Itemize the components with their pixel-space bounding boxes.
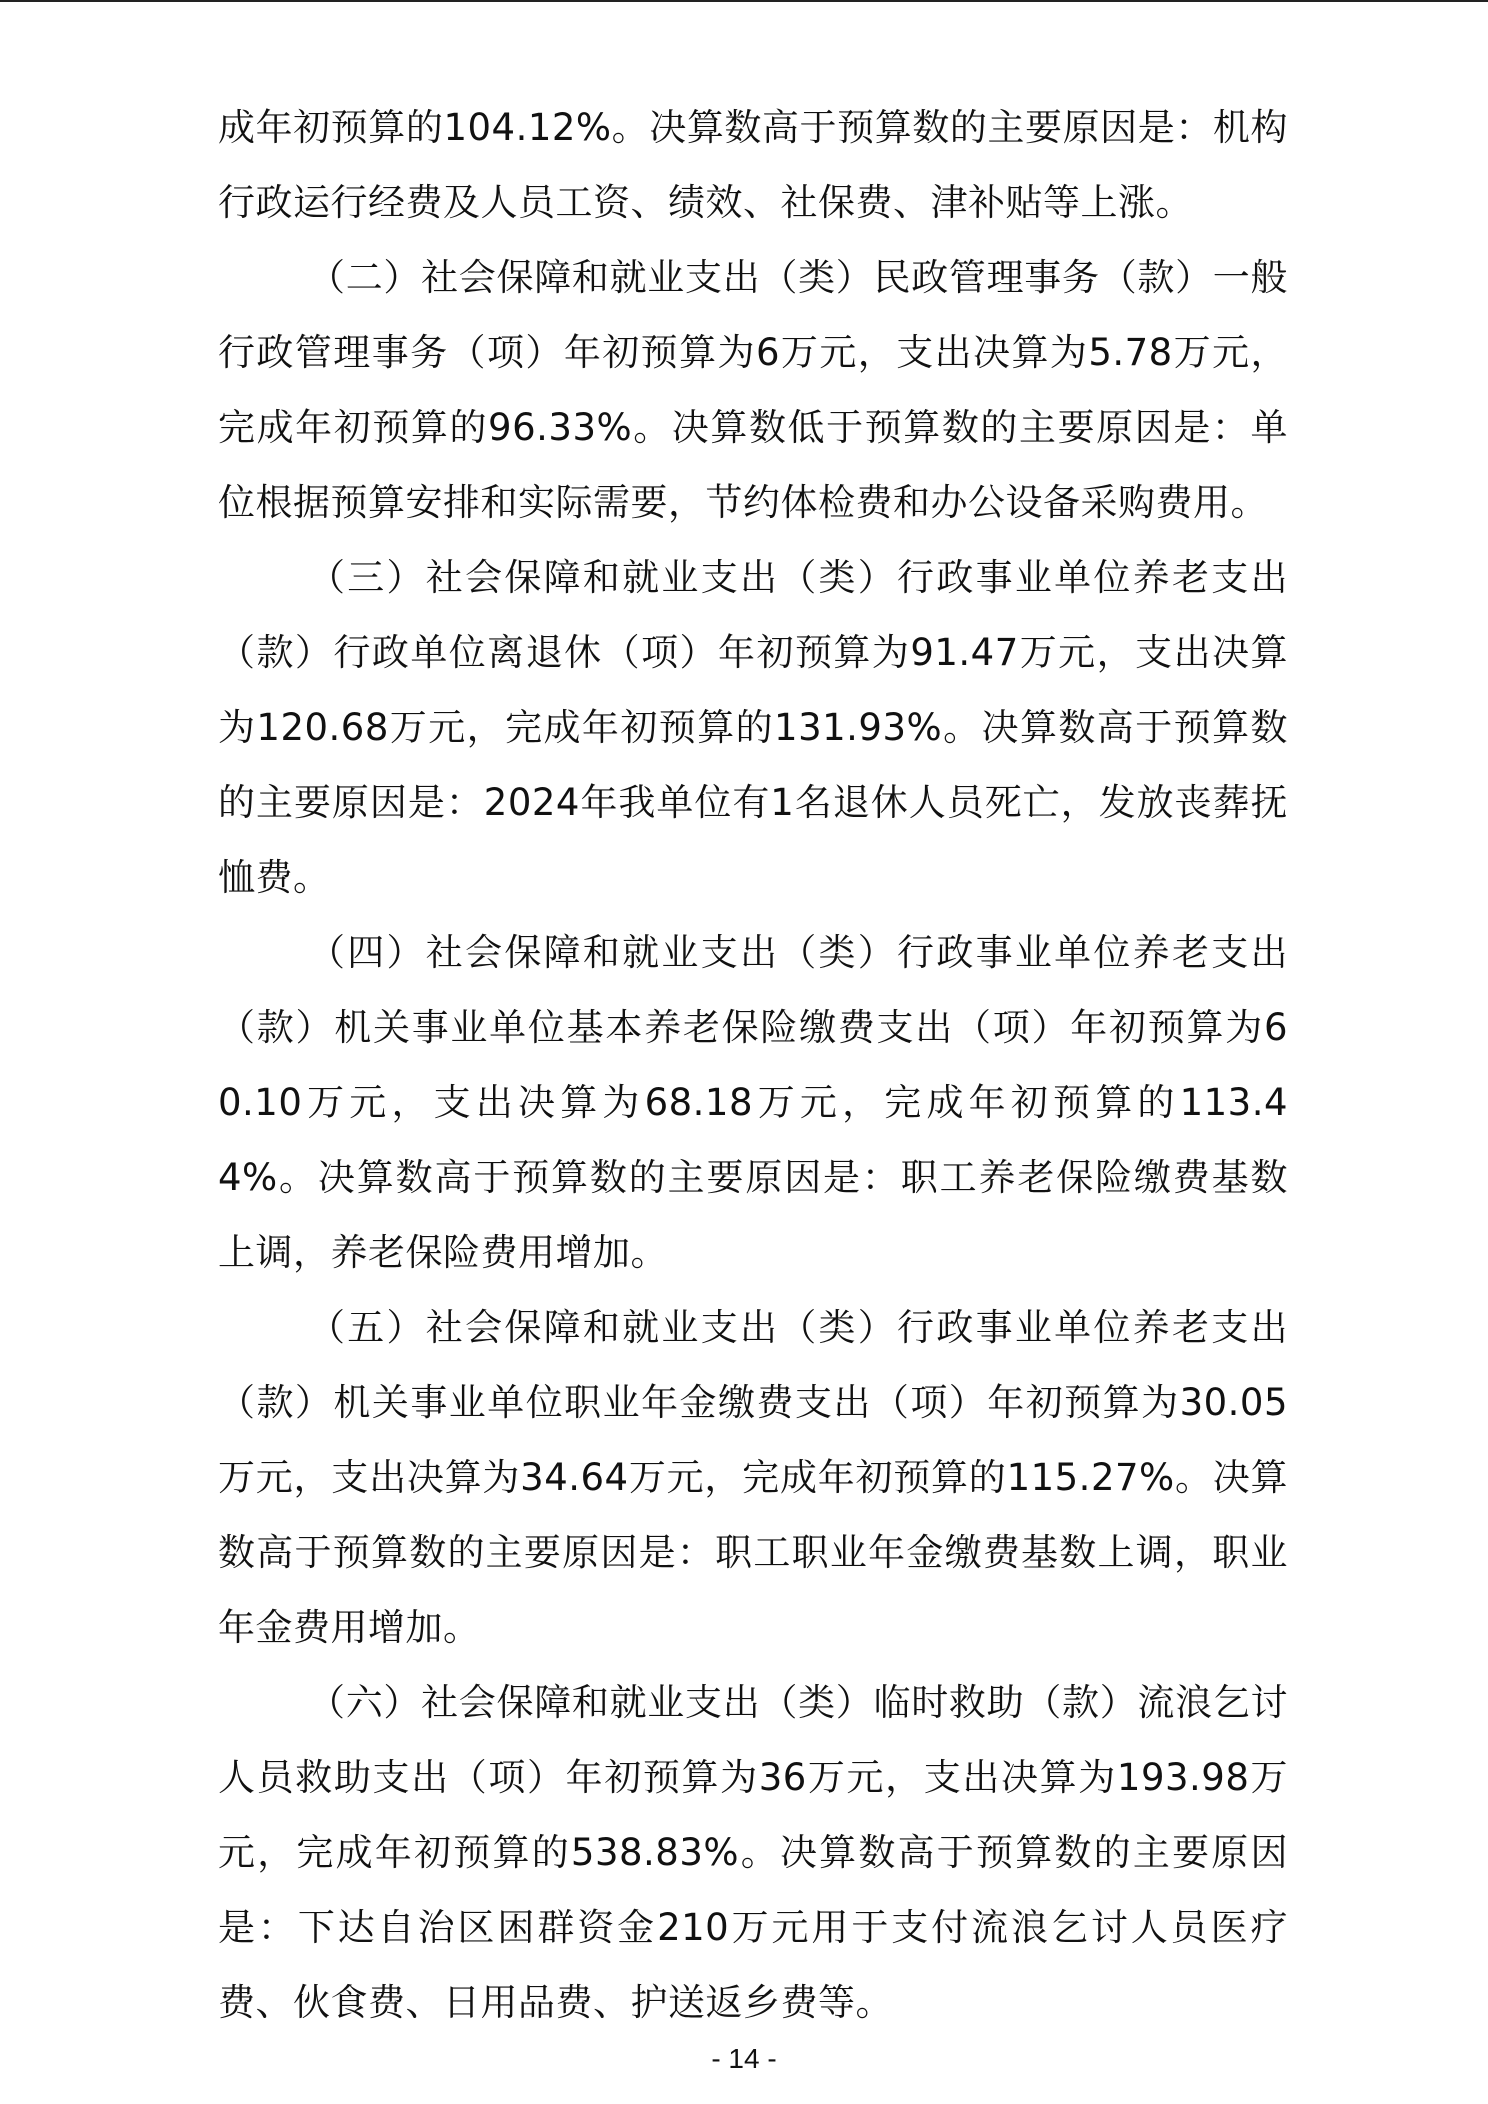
paragraph-item-2: （二）社会保障和就业支出（类）民政管理事务（款）一般行政管理事务（项）年初预算为6万元，支出决算为5.78万元，完成年初预算的96.33%。决算数低于预算数的主要原因是：单位根据预算安排和实际需要，节约体检费和办公设备采购费用。 [218,256,1288,524]
page-number: - 14 - [711,2043,777,2074]
paragraph-item-4: （四）社会保障和就业支出（类）行政事业单位养老支出（款）机关事业单位基本养老保险缴费支出（项）年初预算为60.10万元，支出决算为68.18万元，完成年初预算的113.44%。决算数高于预算数的主要原因是：职工养老保险缴费基数上调，养老保险费用增加。 [218,931,1288,1274]
paragraph-continuation: 成年初预算的104.12%。决算数高于预算数的主要原因是：机构行政运行经费及人员工资、绩效、社保费、津补贴等上涨。 [218,106,1288,224]
paragraph-item-3: （三）社会保障和就业支出（类）行政事业单位养老支出（款）行政单位离退休（项）年初预算为91.47万元，支出决算为120.68万元，完成年初预算的131.93%。决算数高于预算数的主要原因是：2024年我单位有1名退休人员死亡，发放丧葬抚恤费。 [218,556,1288,899]
paragraph-item-5: （五）社会保障和就业支出（类）行政事业单位养老支出（款）机关事业单位职业年金缴费支出（项）年初预算为30.05万元，支出决算为34.64万元，完成年初预算的115.27%。决算数高于预算数的主要原因是：职工职业年金缴费基数上调，职业年金费用增加。 [218,1306,1288,1649]
document-body [218,90,1288,2040]
top-border-line [0,0,1488,2]
paragraph-item-6: （六）社会保障和就业支出（类）临时救助（款）流浪乞讨人员救助支出（项）年初预算为36万元，支出决算为193.98万元，完成年初预算的538.83%。决算数高于预算数的主要原因是：下达自治区困群资金210万元用于支付流浪乞讨人员医疗费、伙食费、日用品费、护送返乡费等。 [218,1681,1288,2024]
